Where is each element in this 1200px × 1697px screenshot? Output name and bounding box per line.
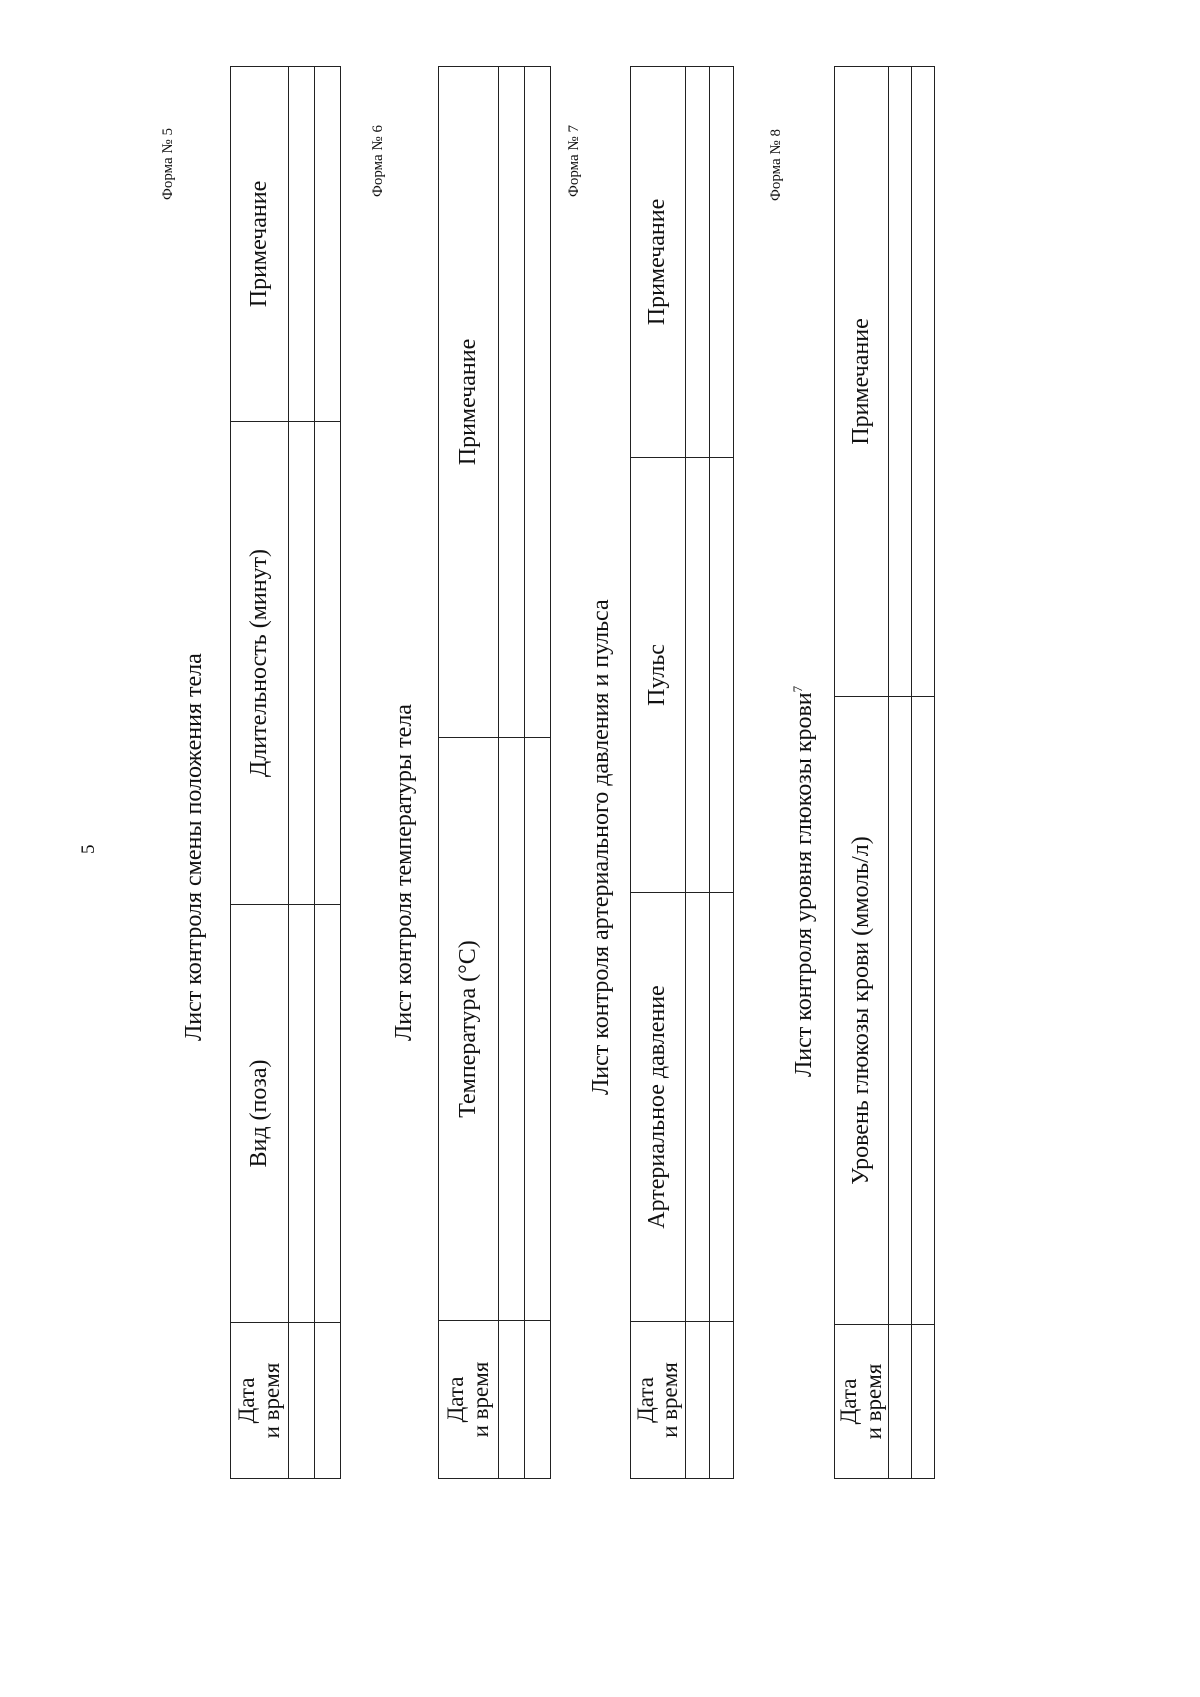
table-cell[interactable] xyxy=(315,1323,341,1479)
header-pose: Вид (поза) xyxy=(231,905,289,1323)
table-cell[interactable] xyxy=(289,905,315,1323)
table-cell[interactable] xyxy=(686,1322,710,1479)
header-duration: Длительность (минут) xyxy=(231,422,289,905)
sheet-title: Лист контроля артериального давления и пульса xyxy=(588,599,614,1095)
table-cell[interactable] xyxy=(525,1321,551,1479)
form-label: Форма № 8 xyxy=(768,129,784,201)
header-blood-pressure: Артериальное давление xyxy=(631,893,686,1322)
page-number: 5 xyxy=(78,844,99,854)
table-cell[interactable] xyxy=(889,67,912,697)
table-cell[interactable] xyxy=(499,67,525,738)
table-cell[interactable] xyxy=(315,422,341,905)
header-note: Примечание xyxy=(439,67,499,738)
title-footnote: 7 xyxy=(790,685,805,693)
header-note: Примечание xyxy=(835,67,889,697)
control-table xyxy=(834,66,935,1479)
table-cell[interactable] xyxy=(686,458,710,893)
table-cell[interactable] xyxy=(686,893,710,1322)
control-table xyxy=(230,66,341,1479)
sheet-title: Лист контроля температуры тела xyxy=(391,704,417,1041)
table-cell[interactable] xyxy=(289,1323,315,1479)
table-cell[interactable] xyxy=(686,67,710,458)
table-cell[interactable] xyxy=(525,738,551,1321)
table-cell[interactable] xyxy=(315,905,341,1323)
table-cell[interactable] xyxy=(710,1322,734,1479)
header-glucose-level: Уровень глюкозы крови (ммоль/л) xyxy=(835,697,889,1325)
header-date-time: Дата и время xyxy=(631,1322,686,1479)
table-cell[interactable] xyxy=(499,1321,525,1479)
header-note: Примечание xyxy=(231,67,289,422)
table-cell[interactable] xyxy=(710,893,734,1322)
header-pulse: Пульс xyxy=(631,458,686,893)
control-table xyxy=(438,66,551,1479)
table-cell[interactable] xyxy=(912,697,935,1325)
header-temperature: Температура (°С) xyxy=(439,738,499,1321)
header-date-time: Дата и время xyxy=(231,1323,289,1479)
sheet-title: Лист контроля смены положения тела xyxy=(181,653,207,1041)
sheet-title-text: Лист контроля уровня глюкозы крови xyxy=(791,692,817,1077)
sheet-title xyxy=(790,686,818,1077)
form-label: Форма № 6 xyxy=(370,125,386,197)
table-cell[interactable] xyxy=(710,67,734,458)
table-cell[interactable] xyxy=(499,738,525,1321)
table-cell[interactable] xyxy=(912,67,935,697)
table-cell[interactable] xyxy=(525,67,551,738)
table-cell[interactable] xyxy=(889,1325,912,1479)
table-cell[interactable] xyxy=(912,1325,935,1479)
table-cell[interactable] xyxy=(889,697,912,1325)
table-cell[interactable] xyxy=(315,67,341,422)
control-table xyxy=(630,66,734,1479)
table-cell[interactable] xyxy=(289,67,315,422)
header-note: Примечание xyxy=(631,67,686,458)
header-date-time: Дата и время xyxy=(835,1325,889,1479)
table-cell[interactable] xyxy=(289,422,315,905)
table-cell[interactable] xyxy=(710,458,734,893)
form-label: Форма № 7 xyxy=(566,125,582,197)
header-date-time: Дата и время xyxy=(439,1321,499,1479)
form-label: Форма № 5 xyxy=(160,128,176,200)
